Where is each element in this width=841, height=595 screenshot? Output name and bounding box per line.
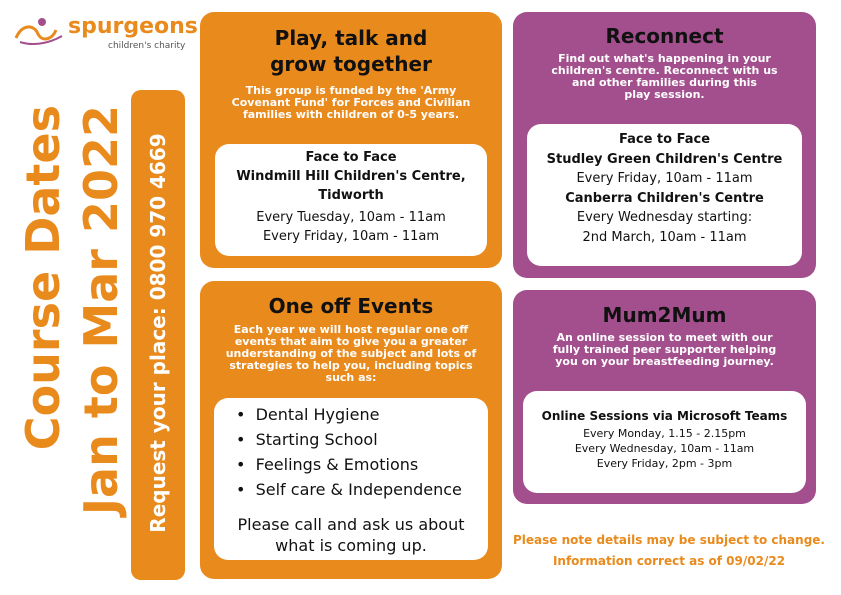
request-phone-text: Request your place: 0800 970 4669 [146, 133, 170, 533]
list-item: • Starting School [236, 430, 378, 449]
list-item: • Self care & Independence [236, 480, 462, 499]
reconnect-description: Find out what's happening in your children's centre. Reconnect with us and other families during this play session. [551, 52, 778, 101]
logo-tagline: children's charity [108, 41, 186, 51]
list-item: • Feelings & Emotions [236, 455, 419, 474]
topics-list [236, 402, 488, 502]
events-details [214, 398, 488, 560]
reconnect-details: Face to Face Studley Green Children's Centre Every Friday, 10am - 11am Canberra Children's Centre Every Wednesday starting: 2nd March, 10am - 11am [527, 124, 802, 266]
reconnect-card [513, 12, 816, 278]
play-talk-description: This group is funded by the 'Army Covenant Fund' for Forces and Civilian families with children of 0-5 years. [231, 84, 471, 121]
one-off-events-card [200, 281, 502, 579]
mum2mum-details: Online Sessions via Microsoft Teams Every Monday, 1.15 - 2.15pm Every Wednesday, 10am - 11am Every Friday, 2pm - 3pm [523, 391, 806, 493]
mum2mum-title: Mum2Mum [602, 303, 727, 327]
events-call-text: Please call and ask us about what is coming up. [237, 515, 465, 555]
disclaimer-note: Please note details may be subject to change. Information correct as of 09/02/22 [513, 533, 825, 568]
list-item: • Dental Hygiene [236, 405, 380, 424]
course-dates-line1: Course Dates [16, 105, 70, 451]
events-title: One off Events [268, 294, 434, 318]
play-talk-card [200, 12, 502, 268]
play-talk-title-1: Play, talk and [274, 26, 428, 50]
play-talk-title-2: grow together [270, 52, 432, 76]
events-description: Each year we will host regular one off events that aim to give you a greater understanding of the subject and lots of strategies to help you, including topics such as: [225, 323, 477, 384]
course-dates-heading [14, 105, 130, 535]
mum2mum-description: An online session to meet with our fully trained peer supporter helping you on your breastfeeding journey. [552, 331, 777, 368]
logo-name: spurgeons [68, 14, 198, 39]
course-dates-line2: Jan to Mar 2022 [74, 105, 128, 516]
spurgeons-logo-icon [12, 16, 68, 46]
play-talk-details: Face to Face Windmill Hill Children's Centre, Tidworth Every Tuesday, 10am - 11am Every Friday, 10am - 11am [215, 144, 487, 256]
logo [12, 14, 198, 54]
reconnect-title: Reconnect [605, 24, 724, 48]
mum2mum-card [513, 290, 816, 504]
